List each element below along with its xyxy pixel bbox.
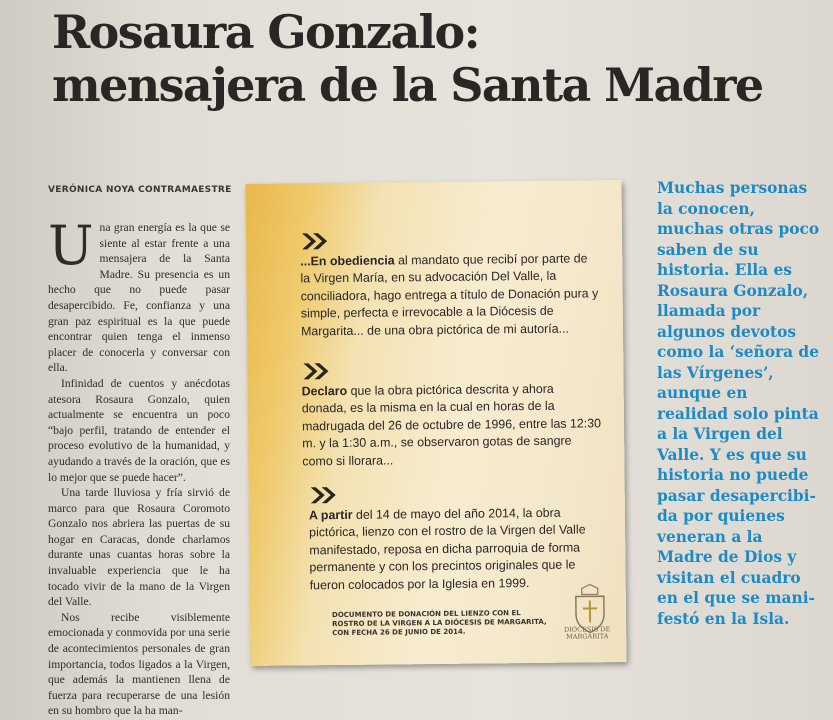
pull-quote-line: saben de su bbox=[657, 240, 759, 259]
entry-1-text: al mandato que recibí por parte de la Virgen María, en su advocación Del Valle, la conciliadora, hago entrega a título de Donación pura y simple, perfecta e irrevocable a la Diócesis de Margarita... de una obra pictórica de mi autoría... bbox=[300, 251, 599, 339]
drop-cap: U bbox=[48, 214, 94, 277]
pull-quote-line: Rosaura Gonzalo, bbox=[657, 281, 809, 300]
pull-quote-line: da por quienes bbox=[657, 507, 785, 525]
paragraph-2: Infinidad de cuentos y anécdotas atesora Rosaura Gonzalo, quien actualmente se encuentra un poco “bajo perfil, tratando de entender el proceso evolutivo de la humanidad, y ayudando a través de la oración, que es lo mejor que se puede hacer”. bbox=[48, 376, 230, 484]
headline-line-2: mensajera de la Santa Madre bbox=[52, 58, 763, 112]
pull-quote-line: Madre de Dios y bbox=[657, 548, 797, 566]
pull-quote-line: algunos devotos bbox=[657, 322, 797, 341]
article-body bbox=[48, 214, 230, 719]
paragraph-1 bbox=[48, 214, 230, 376]
pull-quote-line: historia. Ella es bbox=[657, 261, 792, 279]
document-entry-2 bbox=[301, 358, 602, 470]
pull-quote-line: Valle. Y es que su bbox=[657, 445, 807, 464]
seal-label: DIÓCESIS DE MARGARITA bbox=[563, 625, 611, 641]
pull-quote bbox=[657, 178, 829, 629]
donation-document-card bbox=[245, 180, 626, 666]
paragraph-4: Nos recibe visiblemente emocionada y conmovida por una serie de acontecimientos personales de gran importancia, todos ligados a la Virgen, que además la mantienen llena de fuerza para recuperarse de una lesión en su hombro que la ha man- bbox=[48, 610, 230, 718]
entry-2-bold: Declaro bbox=[301, 383, 348, 399]
pull-quote-line: las Vírgenes’, bbox=[657, 363, 774, 382]
entry-1-bold: ...En obediencia bbox=[300, 253, 395, 269]
pull-quote-line: en el que se mani- bbox=[657, 589, 815, 607]
document-entry-1 bbox=[300, 228, 601, 340]
pull-quote-line: llamada por bbox=[657, 302, 761, 320]
headline-line-1: Rosaura Gonzalo: bbox=[52, 5, 479, 59]
document-caption: DOCUMENTO DE DONACIÓN DEL LIENZO CON EL ROSTRO DE LA VIRGEN A LA DIÓCESIS DE MARGARITA, CON FECHA 26 DE JUNIO DE 2014. bbox=[331, 609, 547, 638]
pull-quote-line: historia no puede bbox=[657, 466, 809, 484]
pull-quote-line: aunque en bbox=[657, 384, 748, 402]
pull-quote-line: a la Virgen del bbox=[657, 425, 783, 443]
entry-3-bold: A partir bbox=[308, 507, 353, 523]
pull-quote-line: visitan el cuadro bbox=[657, 568, 801, 587]
entry-2-text: que la obra pictórica descrita y ahora donada, es la misma en la cual en horas de la madrugada del 26 de octubre de 1996, entre las 12:30 m. y la 1:30 a.m., se observaron gotas de sangre como si llorara... bbox=[301, 381, 602, 469]
paragraph-1-text: na gran energía es la que se siente al estar frente a una mensajera de la Santa Madre. Su presencia es un hecho que no puede pasar desapercibido. Fe, confianza y una gran paz espiritual es la que puede encontrar quien tenga el inmenso placer de conocerla y conversar con ella. bbox=[48, 221, 230, 375]
entry-3-text: del 14 de mayo del año 2014, la obra pictórica, lienzo con el rostro de la Virgen del Valle manifestado, reposa en dicha parroquia de forma permanente y con los precintos originales que le fueron colocados por la Iglesia en 1999. bbox=[309, 505, 586, 592]
pull-quote-line: festó en la Isla. bbox=[657, 609, 790, 628]
pull-quote-line: la conocen, bbox=[657, 199, 755, 218]
pull-quote-line: muchas otras poco bbox=[657, 220, 820, 238]
byline: VERÓNICA NOYA CONTRAMAESTRE bbox=[48, 185, 232, 195]
pull-quote-line: como la ‘señora de bbox=[657, 343, 819, 361]
double-chevron-icon bbox=[300, 231, 330, 251]
double-chevron-icon bbox=[309, 485, 339, 505]
document-entry-3 bbox=[309, 482, 610, 594]
pull-quote-line: pasar desapercibi- bbox=[657, 486, 816, 505]
headline bbox=[52, 6, 763, 112]
pull-quote-line: veneran a la bbox=[657, 527, 763, 546]
pull-quote-line: realidad solo pinta bbox=[657, 404, 819, 423]
pull-quote-line: Muchas personas bbox=[657, 179, 808, 197]
double-chevron-icon bbox=[301, 361, 331, 381]
paragraph-3: Una tarde lluviosa y fría sirvió de marco para que Rosaura Coromoto Gonzalo nos abriera las puertas de su hogar en Caracas, donde charlamos durante unas cuantas horas sobre la invaluable experiencia que le ha tocado vivir de la mano de la Virgen del Valle. bbox=[48, 486, 230, 609]
